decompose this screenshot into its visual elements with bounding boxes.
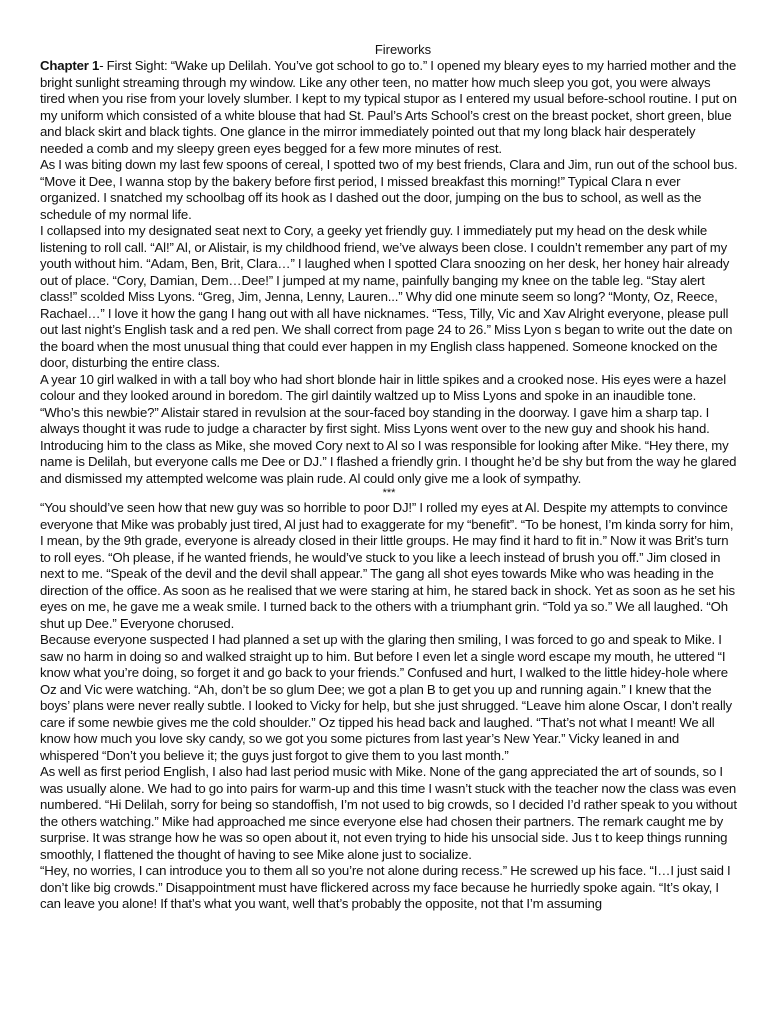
paragraph-1-text: - First Sight: “Wake up Delilah. You’ve got school to go to.” I opened my bleary eyes to my harried mother and the bright sunlight streaming through my window. Like any other teen, no matter how much sleep you got, you were always tired when you rise from your lovely slumber. I kept to my typical stupor as I entered my usual before-school routine. I put on my uniform which consisted of a white blouse that had St. Paul’s Arts School’s crest on the breast pocket, short green, blue and black skirt and black tights. One glance in the mirror immediately pointed out that my long black hair desperately needed a comb and my sleepy green eyes begged for a few more minutes of rest. bbox=[40, 58, 737, 156]
paragraph-6: Because everyone suspected I had planned a set up with the glaring then smiling, I was forced to go and speak to Mike. I saw no harm in doing so and walked straight up to him. But before I even let a single word escape my mouth, he uttered “I know what you’re doing, so forget it and go back to your friends.” Confused and hurt, I walked to the little hidey-hole where Oz and Vic were watching. “Ah, don’t be so glum Dee; we got a plan B to get you up and running again.” I knew that the boys’ plans were never really subtle. I looked to Vicky for help, but she just shrugged. “Leave him alone Oscar, I don’t really care if some newbie gives me the cold shoulder.” Oz tipped his head back and laughed. “That’s not what I meant! We all know how much you love sky candy, so we got you some pictures from last year’s New Year.” Vicky leaned in and whispered “Don’t you believe it; the guys just forgot to give them to you last month.” bbox=[40, 632, 732, 763]
paragraph-1 bbox=[40, 58, 738, 157]
paragraph-2: As I was biting down my last few spoons of cereal, I spotted two of my best friends, Clara and Jim, run out of the school bus. “Move it Dee, I wanna stop by the bakery before first period, I missed breakfast this morning!” Typical Clara n ever organized. I snatched my schoolbag off its hook as I dashed out the door, jumping on the bus to school, as well as the schedule of my normal life. bbox=[40, 157, 738, 222]
document-title: Fireworks bbox=[374, 42, 432, 57]
paragraph-4: A year 10 girl walked in with a tall boy who had short blonde hair in little spikes and a crooked nose. His eyes were a hazel colour and they looked around in boredom. The girl daintily waltzed up to Miss Lyons and spoke in an inaudible tone. “Who’s this newbie?” Alistair stared in revulsion at the sour-faced boy standing in the doorway. I gave him a sharp tap. I always thought it was rude to judge a character by first sight. Miss Lyons went over to the new guy and shook his hand. Introducing him to the class as Mike, she moved Cory next to Al so I was responsible for looking after Mike. “Hey there, my name is Delilah, but everyone calls me Dee or DJ.” I flashed a friendly grin. I thought he’d be shy but from the way he glared and dismissed my attempted welcome was plain rude. Al could only give me a look of sympathy. bbox=[40, 371, 737, 486]
paragraph-7: As well as first period English, I also had last period music with Mike. None of the gang appreciated the art of sounds, so I was usually alone. We had to go into pairs for warm-up and this time I wasn’t stuck with the teacher now the class was even numbered. “Hi Delilah, sorry for being so standoffish, I’m not used to big crowds, so I decided I’d rather speak to you without the others watching.” Mike had approached me since everyone else had chosen their partners. The remark caught me by surprise. It was strange how he was so open about it, not even trying to hide his unsocial side. Jus t to keep things running smoothly, I flattened the thought of having to see Mike alone just to socialize. bbox=[40, 764, 737, 862]
paragraph-3: I collapsed into my designated seat next to Cory, a geeky yet friendly guy. I immediately put my head on the desk while listening to roll call. “Al!” Al, or Alistair, is my childhood friend, we’ve always been close. I couldn’t remember any part of my youth without him. “Adam, Ben, Brit, Clara…” I laughed when I spotted Clara snoozing on her desk, her honey hair already out of place. “Cory, Damian, Dem…Dee!” I jumped at my name, painfully banging my knee on the table leg. “Stay alert class!” scolded Miss Lyons. “Greg, Jim, Jenna, Lenny, Lauren...” Why did one minute seem so long? “Monty, Oz, Reece, Rachael…” I love it how the gang I hang out with all have nicknames. “Tess, Tilly, Vic and Xav Alright everyone, please pull out last night’s English task and a red pen. We shall correct from page 24 to 26.” Miss Lyon s began to write out the date on the board when the most unusual thing that could ever happen in my English class happened. Someone knocked on the door, disturbing the entire class. bbox=[40, 223, 733, 370]
chapter-label: Chapter 1 bbox=[40, 58, 100, 73]
paragraph-5: “You should’ve seen how that new guy was so horrible to poor DJ!” I rolled my eyes at Al. Despite my attempts to convince everyone that Mike was probably just tired, Al just had to exaggerate for my “benefit”. “To be honest, I’m kinda sorry for him, I mean, by the 9th grade, everyone is already closed in their little groups. He may find it hard to fit in.” Now it was Brit’s turn to roll eyes. “Oh please, if he wanted friends, he would’ve stuck to you like a leech instead of brush you off.” Jim closed in next to me. “Speak of the devil and the devil shall appear.” The gang all shot eyes towards Mike who was heading in the direction of the office. As soon as he realised that we were staring at him, he stared back in shock. Yet as soon as he set his eyes on me, he gave me a weak smile. I turned back to the others with a triumphant grin. “Told ya so.” We all laughed. “Oh shut up Dee.” Everyone chorused. bbox=[40, 500, 735, 631]
section-separator: *** bbox=[382, 487, 396, 499]
paragraph-8: “Hey, no worries, I can introduce you to them all so you’re not alone during recess.” He screwed up his face. “I…I just said I don’t like big crowds.” Disappointment must have flickered across my face because he hurriedly spoke again. “It’s okay, I can leave you alone! If that’s what you want, well that’s probably the opposite, not that I’m assuming bbox=[40, 863, 731, 911]
